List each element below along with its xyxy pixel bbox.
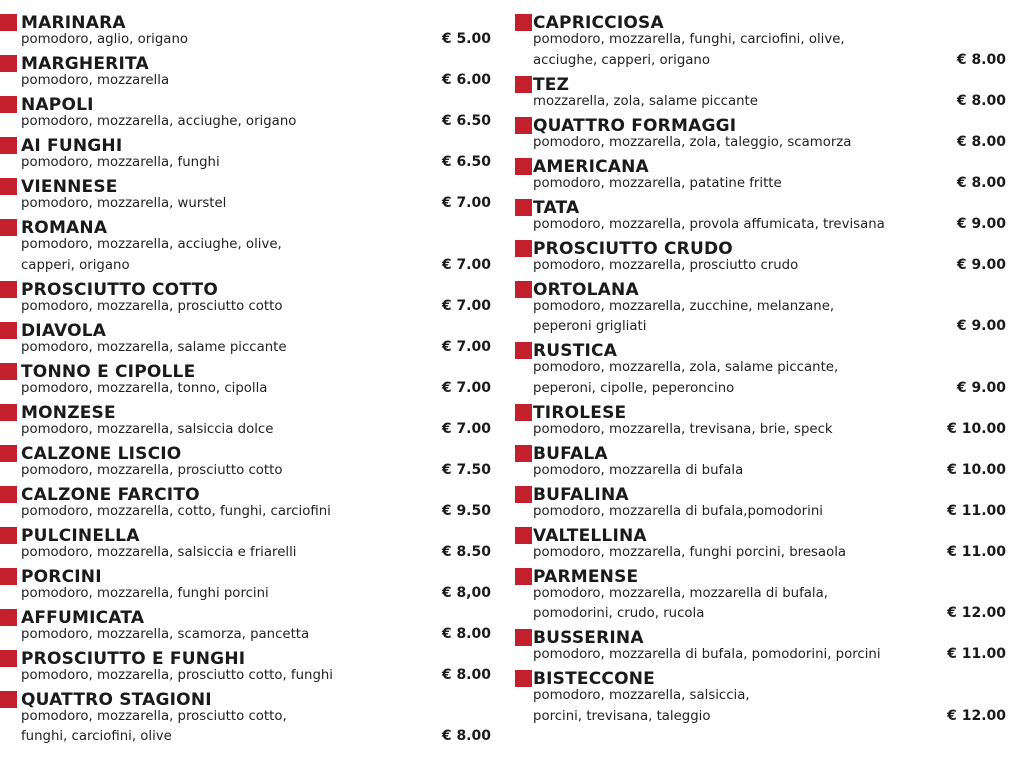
pizza-name: CALZONE FARCITO: [21, 484, 200, 505]
pizza-ingredients: pomodoro, mozzarella, wurstel: [21, 196, 227, 211]
pizza-price: € 8.00: [441, 728, 491, 744]
pizza-ingredients: pomodoro, mozzarella, salsiccia e friarelli: [21, 544, 297, 560]
bullet-square-icon: [0, 445, 17, 462]
pizza-ingredients: pomodoro, mozzarella, prosciutto crudo: [533, 257, 799, 273]
pizza-name: DIAVOLA: [21, 320, 107, 341]
pizza-price: € 7.00: [441, 338, 491, 355]
pizza-price: € 6.50: [441, 154, 491, 170]
pizza-price: € 8,00: [441, 584, 491, 601]
bullet-square-icon: [515, 486, 532, 503]
bullet-square-icon: [515, 158, 532, 175]
bullet-square-icon: [515, 76, 532, 93]
pizza-name: PULCINELLA: [21, 525, 140, 546]
pizza-price: € 9.00: [956, 256, 1006, 273]
pizza-name: PROSCIUTTO E FUNGHI: [21, 648, 246, 669]
pizza-price: € 11.00: [947, 543, 1006, 560]
bullet-square-icon: [0, 322, 17, 339]
bullet-square-icon: [515, 281, 532, 298]
pizza-name: TIROLESE: [533, 402, 627, 423]
pizza-price: € 7.50: [441, 461, 491, 478]
bullet-square-icon: [0, 691, 17, 708]
pizza-ingredients: pomodoro, mozzarella: [21, 73, 170, 88]
pizza-ingredients: capperi, origano: [21, 257, 130, 273]
pizza-name: AI FUNGHI: [21, 136, 123, 156]
pizza-ingredients: pomodoro, mozzarella, salsiccia,: [533, 688, 750, 703]
pizza-name: PARMENSE: [533, 566, 639, 587]
pizza-name: BUSSERINA: [533, 628, 644, 648]
pizza-name: TATA: [533, 197, 580, 218]
pizza-price: € 8.00: [441, 666, 491, 683]
pizza-name: BUFALINA: [533, 484, 629, 505]
pizza-price: € 7.00: [441, 256, 491, 273]
bullet-square-icon: [0, 14, 17, 31]
pizza-ingredients: pomodoro, mozzarella di bufala, pomodorini, porcini: [533, 647, 881, 662]
pizza-ingredients: pomodorini, crudo, rucola: [533, 606, 705, 621]
bullet-square-icon: [515, 670, 532, 687]
pizza-name: PROSCIUTTO CRUDO: [533, 238, 733, 259]
bullet-square-icon: [0, 137, 17, 154]
pizza-name: BUFALA: [533, 443, 608, 464]
pizza-name: AMERICANA: [533, 156, 649, 177]
pizza-ingredients: pomodoro, mozzarella, acciughe, origano: [21, 114, 297, 129]
pizza-ingredients: pomodoro, mozzarella, patatine fritte: [533, 175, 782, 191]
bullet-square-icon: [0, 219, 17, 236]
pizza-price: € 8.00: [441, 625, 491, 642]
pizza-ingredients: pomodoro, aglio, origano: [21, 32, 189, 47]
pizza-name: VALTELLINA: [533, 525, 647, 546]
pizza-name: TONNO E CIPOLLE: [21, 361, 196, 382]
pizza-price: € 10.00: [947, 461, 1006, 478]
pizza-name: MONZESE: [21, 402, 116, 423]
bullet-square-icon: [515, 342, 532, 359]
bullet-square-icon: [0, 55, 17, 72]
pizza-ingredients: pomodoro, mozzarella di bufala: [533, 462, 744, 478]
pizza-name: VIENNESE: [21, 177, 118, 197]
bullet-square-icon: [0, 404, 17, 421]
pizza-ingredients: pomodoro, mozzarella, tonno, cipolla: [21, 380, 268, 396]
bullet-square-icon: [0, 363, 17, 380]
pizza-price: € 8.00: [956, 51, 1006, 68]
pizza-price: € 8.50: [441, 543, 491, 560]
pizza-price: € 8.00: [956, 133, 1006, 150]
pizza-name: MARINARA: [21, 13, 126, 33]
pizza-ingredients: pomodoro, mozzarella, funghi, carciofini, olive,: [533, 32, 845, 47]
pizza-price: € 5.00: [441, 31, 491, 47]
pizza-ingredients: pomodoro, mozzarella, scamorza, pancetta: [21, 626, 310, 642]
pizza-ingredients: pomodoro, mozzarella, cotto, funghi, carciofini: [21, 503, 331, 519]
pizza-price: € 7.00: [441, 379, 491, 396]
pizza-price: € 8.00: [956, 174, 1006, 191]
pizza-name: QUATTRO FORMAGGI: [533, 115, 737, 136]
bullet-square-icon: [0, 281, 17, 298]
bullet-square-icon: [515, 199, 532, 216]
pizza-name: BISTECCONE: [533, 669, 655, 689]
pizza-ingredients: funghi, carciofini, olive: [21, 729, 172, 744]
pizza-ingredients: pomodoro, mozzarella, zola, salame piccante,: [533, 360, 839, 375]
pizza-name: NAPOLI: [21, 95, 94, 115]
pizza-price: € 10.00: [947, 420, 1006, 437]
pizza-price: € 6.00: [441, 72, 491, 88]
pizza-ingredients: pomodoro, mozzarella, funghi: [21, 155, 220, 170]
bullet-square-icon: [515, 240, 532, 257]
pizza-ingredients: pomodoro, mozzarella, zola, taleggio, scamorza: [533, 134, 852, 150]
pizza-name: CAPRICCIOSA: [533, 13, 664, 33]
pizza-name: QUATTRO STAGIONI: [21, 689, 212, 710]
bullet-square-icon: [0, 650, 17, 667]
pizza-price: € 11.00: [947, 502, 1006, 519]
bullet-square-icon: [515, 568, 532, 585]
bullet-square-icon: [515, 629, 532, 646]
pizza-ingredients: pomodoro, mozzarella, salame piccante: [21, 339, 287, 355]
pizza-name: TEZ: [533, 74, 570, 95]
pizza-name: AFFUMICATA: [21, 607, 145, 628]
pizza-ingredients: pomodoro, mozzarella, prosciutto cotto: [21, 462, 283, 478]
pizza-ingredients: pomodoro, mozzarella, mozzarella di bufala,: [533, 585, 828, 601]
pizza-ingredients: mozzarella, zola, salame piccante: [533, 93, 758, 109]
pizza-ingredients: pomodoro, mozzarella, funghi porcini: [21, 585, 269, 601]
pizza-ingredients: pomodoro, mozzarella, prosciutto cotto,: [21, 708, 287, 724]
bullet-square-icon: [0, 568, 17, 585]
pizza-price: € 7.00: [441, 195, 491, 211]
pizza-ingredients: pomodoro, mozzarella, salsiccia dolce: [21, 421, 274, 437]
pizza-name: ORTOLANA: [533, 279, 639, 300]
pizza-price: € 9.00: [956, 318, 1006, 334]
pizza-ingredients: pomodoro, mozzarella, zucchine, melanzane,: [533, 298, 835, 314]
pizza-ingredients: acciughe, capperi, origano: [533, 52, 710, 68]
pizza-name: PROSCIUTTO COTTO: [21, 279, 218, 300]
pizza-price: € 9.00: [956, 379, 1006, 396]
pizza-name: ROMANA: [21, 218, 108, 238]
pizza-ingredients: porcini, trevisana, taleggio: [533, 708, 711, 724]
bullet-square-icon: [0, 486, 17, 503]
bullet-square-icon: [515, 527, 532, 544]
pizza-price: € 12.00: [947, 707, 1006, 724]
pizza-ingredients: pomodoro, mozzarella, trevisana, brie, speck: [533, 421, 833, 437]
pizza-price: € 6.50: [441, 113, 491, 129]
bullet-square-icon: [0, 527, 17, 544]
pizza-price: € 7.00: [441, 297, 491, 314]
pizza-price: € 11.00: [947, 646, 1006, 662]
bullet-square-icon: [0, 96, 17, 113]
pizza-ingredients: peperoni grigliati: [533, 319, 647, 334]
pizza-price: € 12.00: [947, 605, 1006, 621]
pizza-price: € 8.00: [956, 92, 1006, 109]
pizza-name: RUSTICA: [533, 341, 618, 361]
pizza-name: MARGHERITA: [21, 54, 149, 74]
pizza-name: PORCINI: [21, 566, 102, 587]
bullet-square-icon: [0, 178, 17, 195]
pizza-price: € 9.00: [956, 215, 1006, 232]
pizza-price: € 9.50: [441, 502, 491, 519]
pizza-price: € 7.00: [441, 420, 491, 437]
bullet-square-icon: [0, 609, 17, 626]
bullet-square-icon: [515, 445, 532, 462]
pizza-ingredients: pomodoro, mozzarella, prosciutto cotto: [21, 298, 283, 314]
bullet-square-icon: [515, 117, 532, 134]
pizza-name: CALZONE LISCIO: [21, 443, 182, 464]
bullet-square-icon: [515, 404, 532, 421]
pizza-ingredients: peperoni, cipolle, peperoncino: [533, 380, 735, 396]
pizza-ingredients: pomodoro, mozzarella di bufala,pomodorini: [533, 503, 823, 519]
pizza-ingredients: pomodoro, mozzarella, acciughe, olive,: [21, 237, 282, 252]
bullet-square-icon: [515, 14, 532, 31]
pizza-ingredients: pomodoro, mozzarella, provola affumicata, trevisana: [533, 216, 885, 232]
pizza-ingredients: pomodoro, mozzarella, prosciutto cotto, funghi: [21, 667, 334, 683]
pizza-ingredients: pomodoro, mozzarella, funghi porcini, bresaola: [533, 544, 847, 560]
